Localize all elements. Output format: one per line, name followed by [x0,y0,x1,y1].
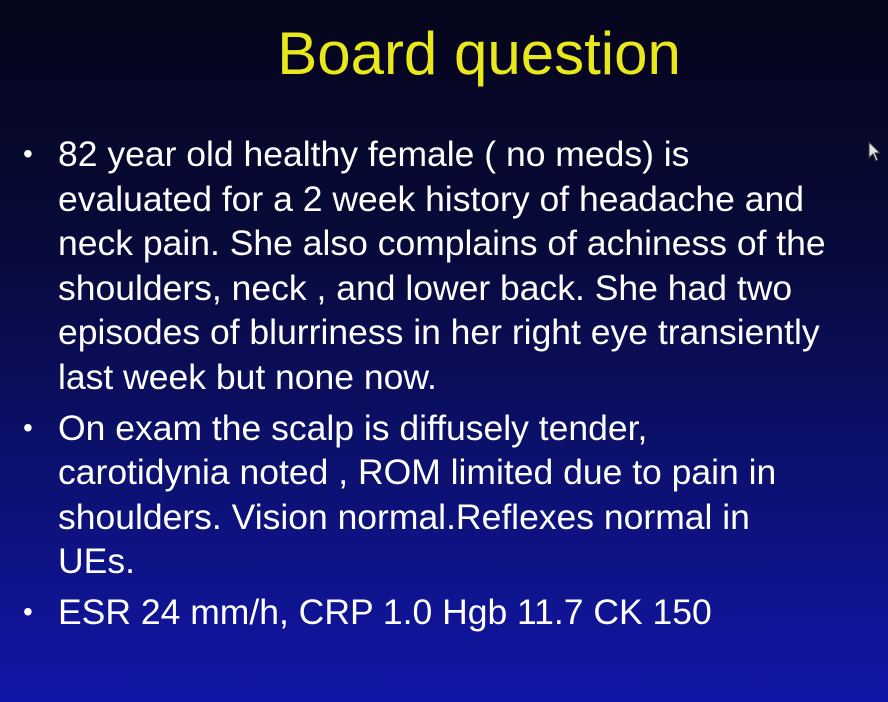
bullet-dot-icon: • [23,138,33,169]
bullet-line: neck pain. She also complains of achiness of the [58,223,826,264]
bullet-dot-icon: • [23,411,33,443]
bullet-line: shoulders. Vision normal.Reflexes normal in [58,496,750,537]
bullet-dot-icon: • [23,595,33,627]
bullet-line: evaluated for a 2 week history of headache and [58,178,805,219]
bullet-line: On exam the scalp is diffusely tender, [58,407,648,448]
bullet-list [0,132,888,635]
bullet-line: ESR 24 mm/h, CRP 1.0 Hgb 11.7 CK 150 [58,591,712,632]
bullet-line: 82 year old healthy female ( no meds) is [58,134,690,174]
bullet-item-history [0,132,888,400]
bullet-item-labs [0,590,888,635]
mouse-pointer-icon [868,141,882,163]
bullet-line: last week but none now. [58,356,437,397]
bullet-item-exam [0,406,888,584]
bullet-line: episodes of blurriness in her right eye transiently [58,312,820,353]
bullet-line: carotidynia noted , ROM limited due to pain in [58,452,777,493]
bullet-line: shoulders, neck , and lower back. She had two [58,267,793,308]
bullet-line: UEs. [58,541,135,582]
slide-title: Board question [277,20,681,87]
